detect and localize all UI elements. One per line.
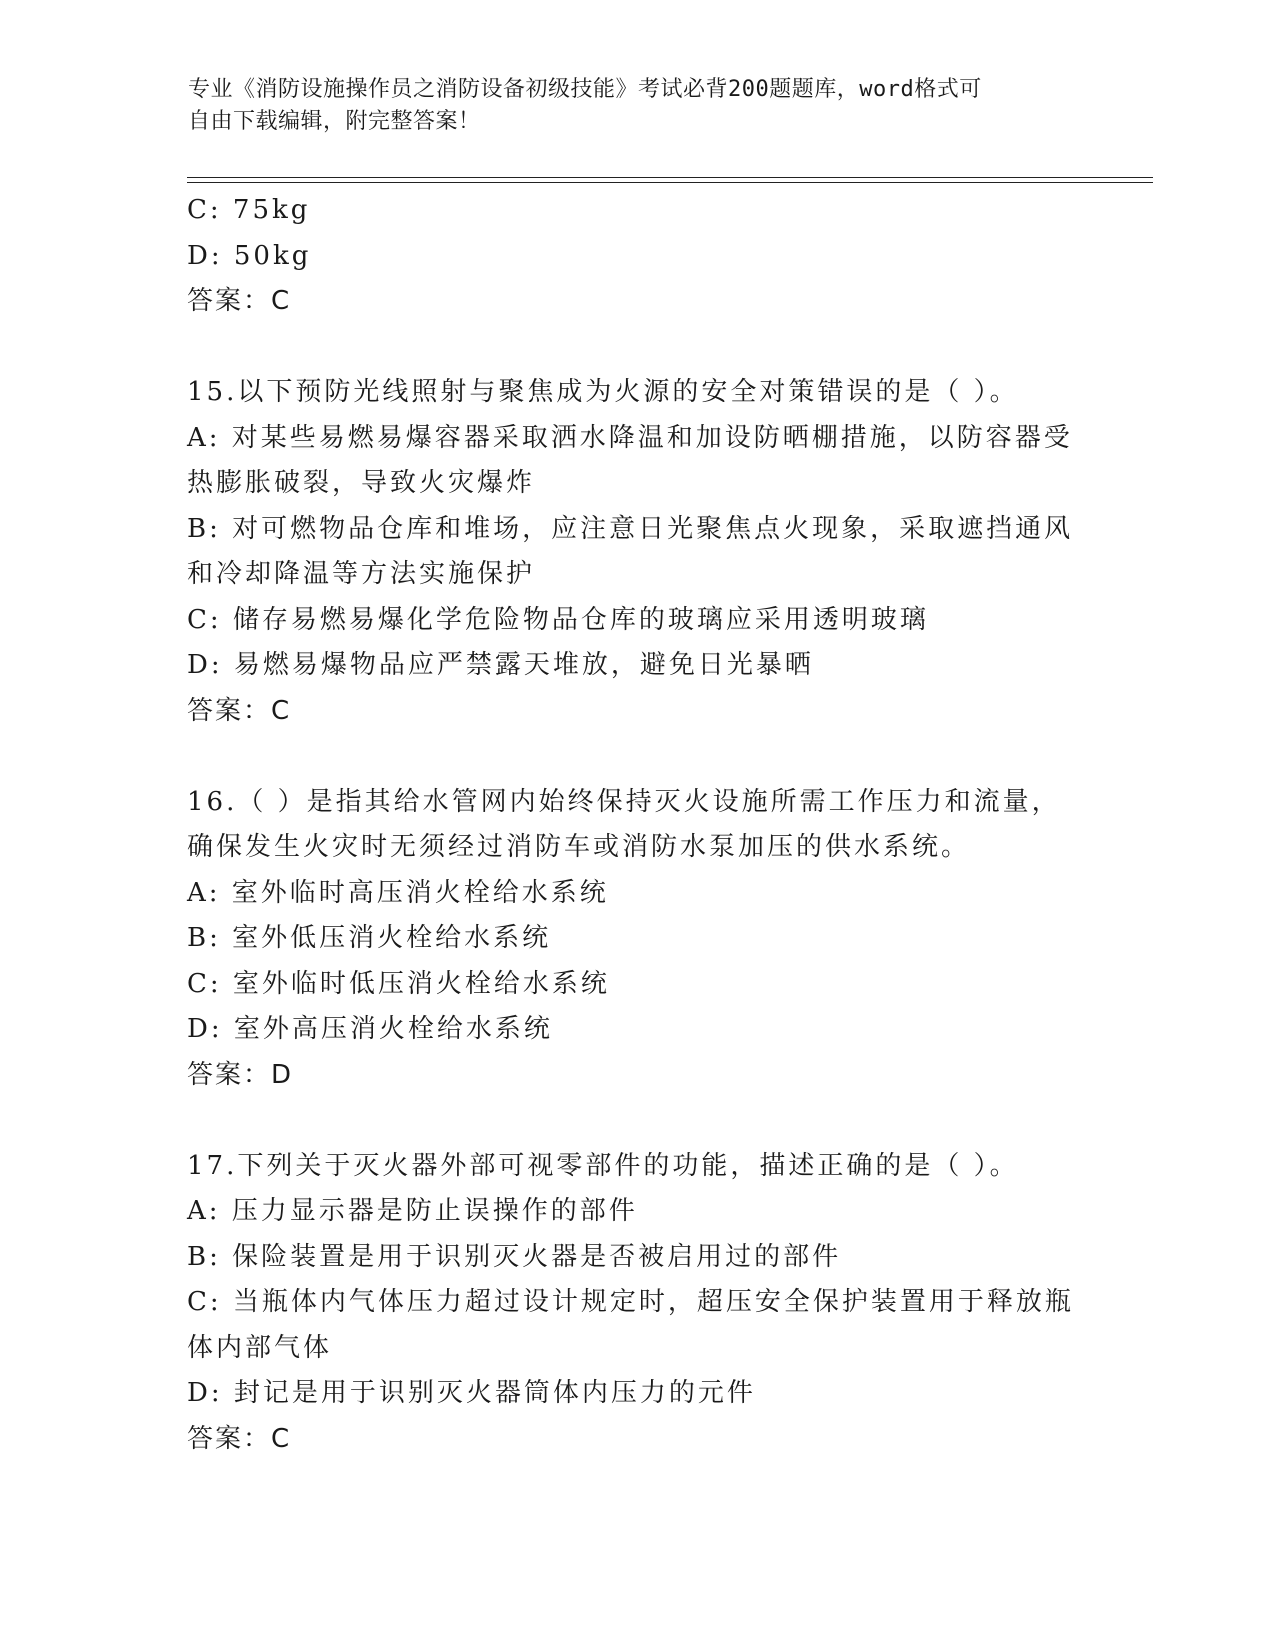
question-stem-continued: 确保发生火灾时无须经过消防车或消防水泵加压的供水系统。 [187,832,971,862]
answer-line: 答案：C [187,286,292,316]
answer-line: 答案：D [187,1059,294,1090]
answer-line: 答案：C [187,1423,292,1454]
option-b: B: 对可燃物品仓库和堆场，应注意日光聚焦点火现象，采取遮挡通风 [187,513,1074,544]
spacer [187,1098,1087,1144]
question-stem: 16.（ ）是指其给水管网内始终保持灭火设施所需工作压力和流量， [187,786,1061,817]
option-d: D: 易燃易爆物品应严禁露天堆放，避免日光暴晒 [187,650,814,680]
question-17 [187,1144,1087,1463]
option-d: D: 封记是用于识别灭火器筒体内压力的元件 [187,1378,756,1408]
option-c: C: 75kg [187,195,311,225]
header-title-line-2: 自由下载编辑，附完整答案！ [188,109,481,134]
option-c-continued: 体内部气体 [187,1332,333,1363]
spacer [187,734,1087,780]
option-c: C: 当瓶体内气体压力超过设计规定时，超压安全保护装置用于释放瓶 [187,1287,1074,1317]
header-divider-bottom [187,182,1153,183]
question-14-continuation [187,188,1087,325]
header-title-line-1: 专业《消防设施操作员之消防设备初级技能》考试必背200题题库，word格式可 [188,77,982,102]
option-b: B: 室外低压消火栓给水系统 [187,923,552,953]
option-d: D: 50kg [187,240,312,271]
option-d: D: 室外高压消火栓给水系统 [187,1014,553,1044]
question-15 [187,370,1087,734]
option-c: C: 储存易燃易爆化学危险物品仓库的玻璃应采用透明玻璃 [187,604,929,635]
question-stem: 17.下列关于灭火器外部可视零部件的功能，描述正确的是（ ）。 [187,1150,1019,1181]
option-b: B: 保险装置是用于识别灭火器是否被启用过的部件 [187,1241,842,1272]
option-c: C: 室外临时低压消火栓给水系统 [187,968,610,999]
option-a: A: 室外临时高压消火栓给水系统 [187,877,609,908]
question-stem: 15.以下预防光线照射与聚焦成为火源的安全对策错误的是（ ）。 [187,377,1019,407]
answer-line: 答案：C [187,695,292,726]
option-a: A: 压力显示器是防止误操作的部件 [187,1196,638,1226]
question-content [187,188,1087,1462]
option-a: A: 对某些易燃易爆容器采取洒水降温和加设防晒棚措施，以防容器受 [187,422,1073,453]
spacer [187,325,1087,371]
page-header [188,74,1088,138]
header-divider-top [187,177,1153,178]
option-b-continued: 和冷却降温等方法实施保护 [187,559,536,589]
option-a-continued: 热膨胀破裂，导致火灾爆炸 [187,468,536,498]
question-16 [187,780,1087,1099]
